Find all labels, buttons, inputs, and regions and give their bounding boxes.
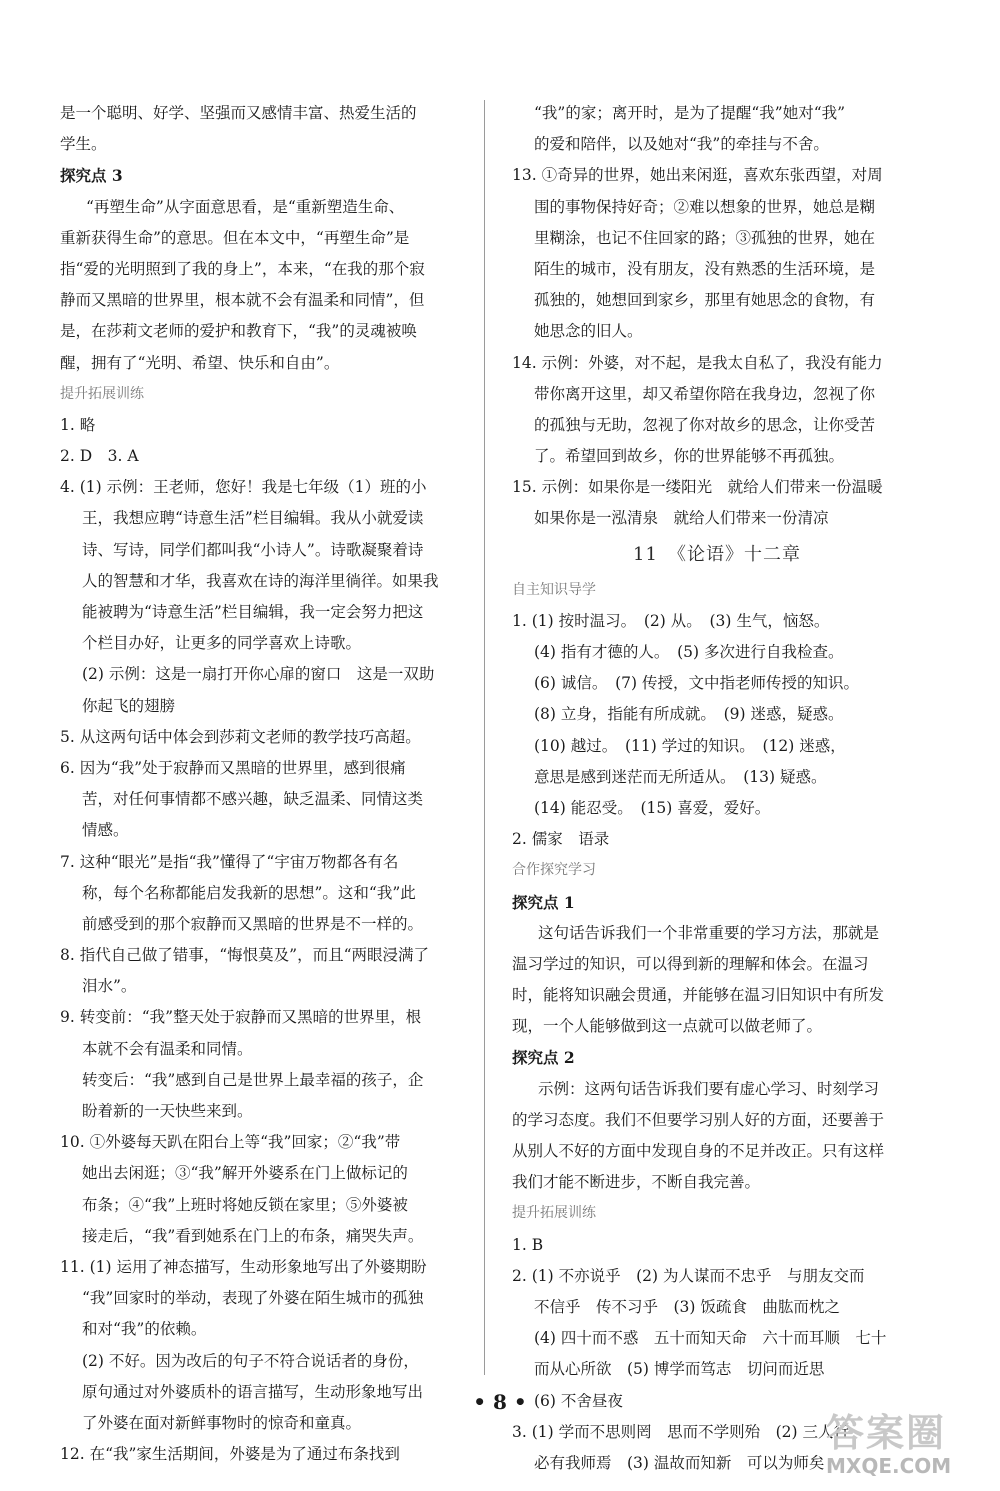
right-text-line: 1. B	[512, 1235, 544, 1254]
right-text-line: (10) 越过。 (11) 学过的知识。 (12) 迷惑，	[534, 736, 846, 755]
right-text-line: “我”的家；离开时，是为了提醒“我”她对“我”	[534, 104, 846, 122]
watermark-logo	[820, 1402, 980, 1482]
right-text-line: 时，能将知识融会贯通，并能够在温习旧知识中有所发	[512, 986, 885, 1005]
left-text-line: 她出去闲逛；③“我”解开外婆系在门上做标记的	[82, 1164, 408, 1183]
right-text-line: 必有我师焉 (3) 温故而知新 可以为师矣	[534, 1453, 825, 1472]
left-text-line: 7. 这种“眼光”是指“我”懂得了“宇宙万物都各有名	[60, 852, 399, 871]
right-text-line: 探究点 1	[512, 892, 575, 912]
left-text-line: 醒，拥有了“光明、希望、快乐和自由”。	[60, 353, 340, 372]
left-text-line: 是，在莎莉文老师的爱护和教育下，“我”的灵魂被唤	[60, 322, 417, 341]
right-text-line: 合作探究学习	[512, 862, 596, 879]
left-text-line: 王，我想应聘“诗意生活”栏目编辑。我从小就爱读	[82, 509, 424, 528]
right-text-line: 而从心所欲 (5) 博学而笃志 切问而近思	[534, 1360, 825, 1379]
left-text-line: 前感受到的那个寂静而又黑暗的世界是不一样的。	[82, 914, 424, 933]
right-text-line: (4) 四十而不惑 五十而知天命 六十而耳顺 七十	[534, 1329, 887, 1348]
left-text-line: 转变后：“我”感到自己是世界上最幸福的孩子，企	[82, 1070, 424, 1089]
page-number: • 8 •	[473, 1390, 527, 1414]
left-text-line: (2) 不好。因为改后的句子不符合说话者的身份，	[82, 1351, 419, 1370]
right-text-line: 了。希望回到故乡，你的世界能够不再孤独。	[534, 447, 845, 466]
left-text-line: 布条；④“我”上班时将她反锁在家里；⑤外婆被	[82, 1195, 408, 1214]
right-text-line: 围的事物保持好奇；②难以想象的世界，她总是糊	[534, 197, 876, 216]
right-text-line: 从别人不好的方面中发现自身的不足并改正。只有这样	[512, 1142, 885, 1160]
left-text-line: 能被聘为“诗意生活”栏目编辑，我一定会努力把这	[82, 603, 424, 621]
right-text-line: 1. (1) 按时温习。 (2) 从。 (3) 生气，恼怒。	[512, 611, 830, 630]
left-text-line: (2) 示例：这是一扇打开你心扉的窗口 这是一双助	[82, 665, 435, 684]
left-text-line: 苦，对任何事情都不感兴趣，缺乏温柔、同情这类	[82, 790, 424, 809]
left-text-line: 10. ①外婆每天趴在阳台上等“我”回家；②“我”带	[60, 1133, 401, 1152]
right-text-line: (8) 立身，指能有所成就。 (9) 迷惑，疑惑。	[534, 705, 844, 724]
left-text-line: 了外婆在面对新鲜事物时的惊奇和童真。	[82, 1413, 362, 1432]
left-text-line: 提升拓展训练	[60, 385, 144, 402]
right-text-line: 2. 儒家 语录	[512, 830, 610, 849]
left-text-line: 你起飞的翅膀	[82, 696, 176, 715]
left-text-line: 盼着新的一天快些来到。	[82, 1102, 253, 1120]
right-text-line: 探究点 2	[512, 1048, 575, 1068]
right-text-line: 11 《论语》十二章	[633, 543, 801, 565]
right-text-line: 的学习态度。我们不但要学习别人好的方面，还要善于	[512, 1110, 885, 1129]
right-text-line: 自主知识导学	[512, 581, 596, 598]
watermark-url: MXQE.COM	[826, 1454, 952, 1478]
watermark-text: 答案圈	[826, 1411, 947, 1455]
right-text-line: (6) 诚信。 (7) 传授，文中指老师传授的知识。	[534, 674, 860, 693]
left-text-line: 接走后，“我”看到她系在门上的布条，痛哭失声。	[82, 1226, 424, 1245]
left-text-line: 重新获得生命”的意思。但在本文中，“再塑生命”是	[60, 228, 410, 247]
left-text-line: 和对“我”的依赖。	[82, 1320, 207, 1339]
column-divider	[484, 100, 485, 1375]
right-text-line: 带你离开这里，却又希望你陪在我身边，忽视了你	[534, 384, 876, 403]
left-text-line: 12. 在“我”家生活期间，外婆是为了通过布条找到	[60, 1445, 400, 1464]
left-text-line: 本就不会有温柔和同情。	[82, 1039, 253, 1058]
left-text-line: 情感。	[82, 821, 129, 840]
right-text-line: 里糊涂，也记不住回家的路；③孤独的世界，她在	[534, 228, 876, 247]
right-text-line: 提升拓展训练	[512, 1205, 596, 1222]
left-text-line: 个栏目办好，让更多的同学喜欢上诗歌。	[82, 634, 362, 653]
right-text-line: 意思是感到迷茫而无所适从。 (13) 疑惑。	[534, 767, 827, 786]
left-text-line: 诗、写诗，同学们都叫我“小诗人”。诗歌凝聚着诗	[82, 540, 424, 559]
right-text-line: 15. 示例：如果你是一缕阳光 就给人们带来一份温暖	[512, 478, 883, 497]
right-text-line: 13. ①奇异的世界，她出来闲逛，喜欢东张西望，对周	[512, 166, 883, 185]
right-text-line: 2. (1) 不亦说乎 (2) 为人谋而不忠乎 与朋友交而	[512, 1266, 865, 1285]
left-text-line: 探究点 3	[60, 166, 123, 186]
left-text-line: 8. 指代自己做了错事，“悔恨莫及”，而且“两眼浸满了	[60, 946, 429, 965]
left-text-line: 11. (1) 运用了神态描写，生动形象地写出了外婆期盼	[60, 1257, 427, 1276]
left-text-line: 2. D 3. A	[60, 447, 139, 466]
right-text-line: 陌生的城市，没有朋友，没有熟悉的生活环境，是	[534, 259, 876, 278]
left-text-line: 人的智慧和才华，我喜欢在诗的海洋里徜徉。如果我	[82, 571, 439, 590]
right-text-line: (4) 指有才德的人。 (5) 多次进行自我检查。	[534, 643, 844, 661]
right-column	[512, 98, 922, 1479]
left-column	[60, 98, 452, 1470]
left-text-line: 9. 转变前：“我”整天处于寂静而又黑暗的世界里，根	[60, 1008, 422, 1027]
right-text-line: (14) 能忍受。 (15) 喜爱，爱好。	[534, 798, 771, 817]
left-text-line: 5. 从这两句话中体会到莎莉文老师的教学技巧高超。	[60, 727, 421, 746]
left-text-line: 4. (1) 示例：王老师，您好！我是七年级（1）班的小	[60, 478, 427, 497]
left-text-line: 6. 因为“我”处于寂静而又黑暗的世界里，感到很痛	[60, 758, 406, 777]
left-text-line: 指“爱的光明照到了我的身上”，本来，“在我的那个寂	[60, 259, 425, 278]
right-text-line: 3. (1) 学而不思则罔 思而不学则殆 (2) 三人行	[512, 1422, 849, 1441]
left-text-line: 泪水”。	[82, 977, 137, 996]
left-text-line: “再塑生命”从字面意思看，是“重新塑造生命、	[86, 197, 405, 216]
left-text-line: 1. 略	[60, 415, 96, 434]
right-text-line: 她思念的旧人。	[534, 322, 643, 341]
left-text-line: “我”回家时的举动，表现了外婆在陌生城市的孤独	[82, 1289, 424, 1308]
left-text-line: 学生。	[60, 135, 107, 154]
right-text-line: 孤独的，她想回到家乡，那里有她思念的食物，有	[534, 291, 876, 310]
right-text-line: 的爱和陪伴，以及她对“我”的牵挂与不舍。	[534, 135, 829, 154]
right-text-line: 示例：这两句话告诉我们要有虚心学习、时刻学习	[538, 1079, 880, 1098]
right-text-line: 的孤独与无助，忽视了你对故乡的思念，让你受苦	[534, 415, 876, 434]
right-text-line: 温习学过的知识，可以得到新的理解和体会。在温习	[512, 954, 869, 973]
left-text-line: 称，每个名称都能启发我新的思想”。这和“我”此	[82, 883, 416, 902]
right-text-line: 14. 示例：外婆，对不起，是我太自私了，我没有能力	[512, 353, 883, 372]
right-text-line: (6) 不舍昼夜	[534, 1391, 623, 1410]
right-text-line: 现，一个人能够做到这一点就可以做老师了。	[512, 1017, 823, 1036]
right-text-line: 如果你是一泓清泉 就给人们带来一份清凉	[534, 509, 829, 528]
right-text-line: 我们才能不断进步，不断自我完善。	[512, 1173, 761, 1192]
left-text-line: 静而又黑暗的世界里，根本就不会有温柔和同情”，但	[60, 291, 425, 310]
right-text-line: 不信乎 传不习乎 (3) 饭疏食 曲肱而枕之	[534, 1297, 840, 1316]
right-text-line: 这句话告诉我们一个非常重要的学习方法，那就是	[538, 923, 880, 942]
left-text-line: 原句通过对外婆质朴的语言描写，生动形象地写出	[82, 1382, 424, 1401]
left-text-line: 是一个聪明、好学、坚强而又感情丰富、热爱生活的	[60, 104, 417, 122]
